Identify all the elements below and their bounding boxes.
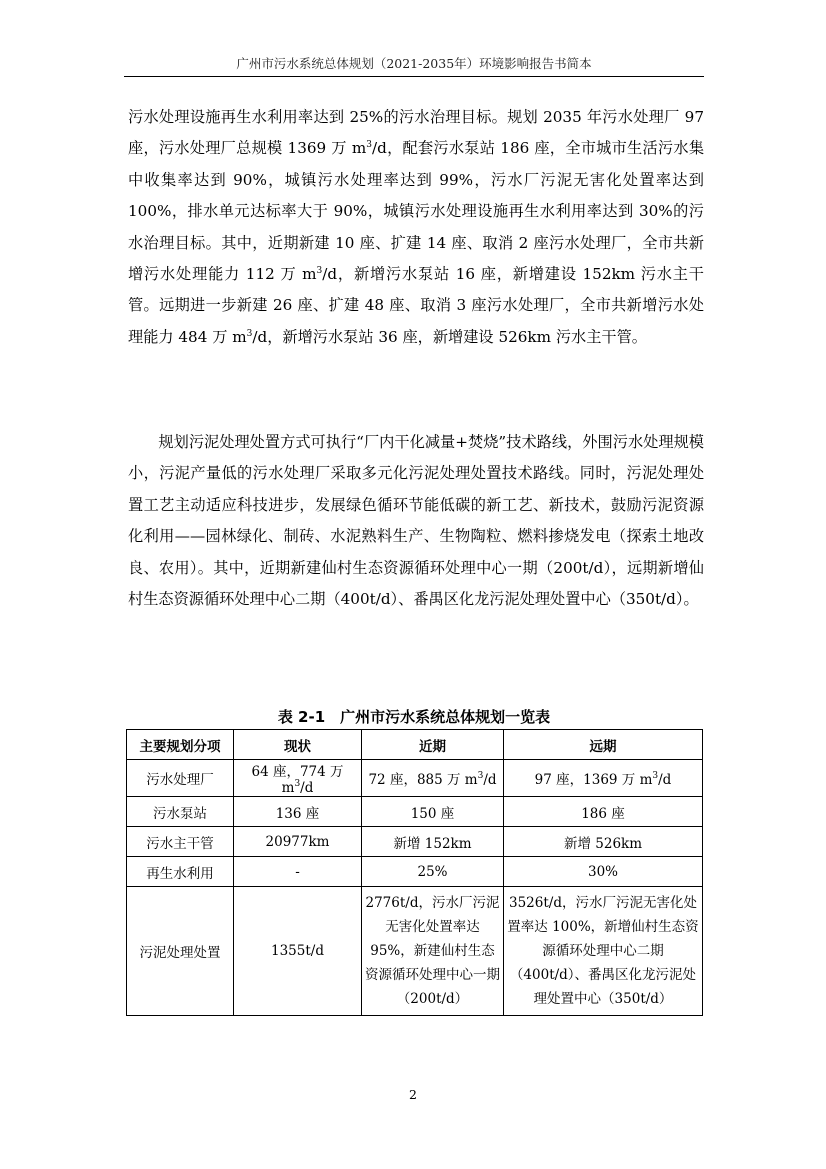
table-row xyxy=(127,827,703,857)
cell-item: 污水处理厂 xyxy=(127,760,234,797)
superscript-3: 3 xyxy=(246,328,253,339)
header-current: 现状 xyxy=(234,730,362,760)
superscript-3: 3 xyxy=(316,266,323,277)
para1-text-1: 污水处理设施再生水利用率达到 25%的污水治理目标。规划 2035 年污水处理厂 97 座，污水处理厂总规模 1369 万 m xyxy=(128,108,704,158)
page-header: 广州市污水系统总体规划（2021-2035年）环境影响报告书简本 xyxy=(236,56,592,71)
cell-long-term xyxy=(504,760,703,797)
cell-text: /d xyxy=(483,772,497,788)
cell-near-term xyxy=(362,760,504,797)
cell-text: /d xyxy=(658,772,672,788)
para1-text-3: /d，新增污水泵站 16 座，新增建设 152km 污水主干管。远期进一步新建 26 座、扩建 48 座、取消 3 座污水处理厂，全市共新增污水处理能力 484 万 m xyxy=(128,265,704,346)
superscript-3: 3 xyxy=(477,771,484,781)
table-caption: 表 2-1 广州市污水系统总体规划一览表 xyxy=(277,708,551,726)
header-near-term: 近期 xyxy=(362,730,504,760)
cell-item: 污泥处理处置 xyxy=(127,887,234,1016)
cell-current: 136 座 xyxy=(234,797,362,827)
table-row xyxy=(127,797,703,827)
cell-text: /d xyxy=(300,780,314,796)
cell-long-term: 186 座 xyxy=(504,797,703,827)
cell-near-term: 150 座 xyxy=(362,797,504,827)
cell-near-term: 2776t/d，污水厂污泥无害化处置率达 95%，新建仙村生态资源循环处理中心一期（200t/d） xyxy=(362,887,504,1016)
superscript-3: 3 xyxy=(652,771,659,781)
table-header-row xyxy=(127,730,703,760)
cell-long-term: 30% xyxy=(504,857,703,887)
header-long-term: 远期 xyxy=(504,730,703,760)
para1-text-2: /d，配套污水泵站 186 座，全市城市生活污水集中收集率达到 90%，城镇污水处理率达到 99%，污水厂污泥无害化处置率达到 100%，排水单元达标率大于 90%，城镇污水处理设施再生水利用率达到 30%的污水治理目标。其中，近期新建 10 座、扩建 14 座、取消 2 座污水处理厂，全市共新增污水处理能力 112 万 m xyxy=(128,139,705,284)
superscript-3: 3 xyxy=(294,779,301,789)
cell-item: 污水主干管 xyxy=(127,827,234,857)
table-row xyxy=(127,887,703,1016)
cell-text: 72 座，885 万 m xyxy=(368,772,478,788)
cell-near-term: 25% xyxy=(362,857,504,887)
para1-text-4: /d，新增污水泵站 36 座，新增建设 526km 污水主干管。 xyxy=(252,327,647,346)
paragraph-sludge-plan: 规划污泥处理处置方式可执行“厂内干化减量+焚烧”技术路线，外围污水处理规模小，污泥产量低的污水处理厂采取多元化污泥处理处置技术路线。同时，污泥处理处置工艺主动适应科技进步，发展绿色循环节能低碳的新工艺、新技术，鼓励污泥资源化利用——园林绿化、制砖、水泥熟料生产、生物陶粒、燃料掺烧发电（探索土地改良、农用）。其中，近期新建仙村生态资源循环处理中心一期（200t/d），远期新增仙村生态资源循环处理中心二期（400t/d）、番禺区化龙污泥处理处置中心（350t/d）。 xyxy=(128,433,704,609)
cell-text: 64 座，774 万 m xyxy=(251,764,344,796)
header-item: 主要规划分项 xyxy=(127,730,234,760)
cell-item: 污水泵站 xyxy=(127,797,234,827)
superscript-3: 3 xyxy=(366,140,372,151)
cell-current: - xyxy=(234,857,362,887)
cell-current xyxy=(234,760,362,797)
header-divider xyxy=(124,76,704,77)
cell-item: 再生水利用 xyxy=(127,857,234,887)
cell-current: 20977km xyxy=(234,827,362,857)
table-row xyxy=(127,857,703,887)
cell-long-term: 3526t/d，污水厂污泥无害化处置率达 100%，新增仙村生态资源循环处理中心二期（400t/d）、番禺区化龙污泥处理处置中心（350t/d） xyxy=(504,887,703,1016)
cell-near-term: 新增 152km xyxy=(362,827,504,857)
paragraph-plan-targets xyxy=(128,102,704,353)
page-number: 2 xyxy=(409,1087,417,1102)
cell-long-term: 新增 526km xyxy=(504,827,703,857)
plan-summary-table xyxy=(126,729,703,1016)
table-row xyxy=(127,760,703,797)
cell-current: 1355t/d xyxy=(234,887,362,1016)
cell-text: 97 座，1369 万 m xyxy=(534,772,653,788)
